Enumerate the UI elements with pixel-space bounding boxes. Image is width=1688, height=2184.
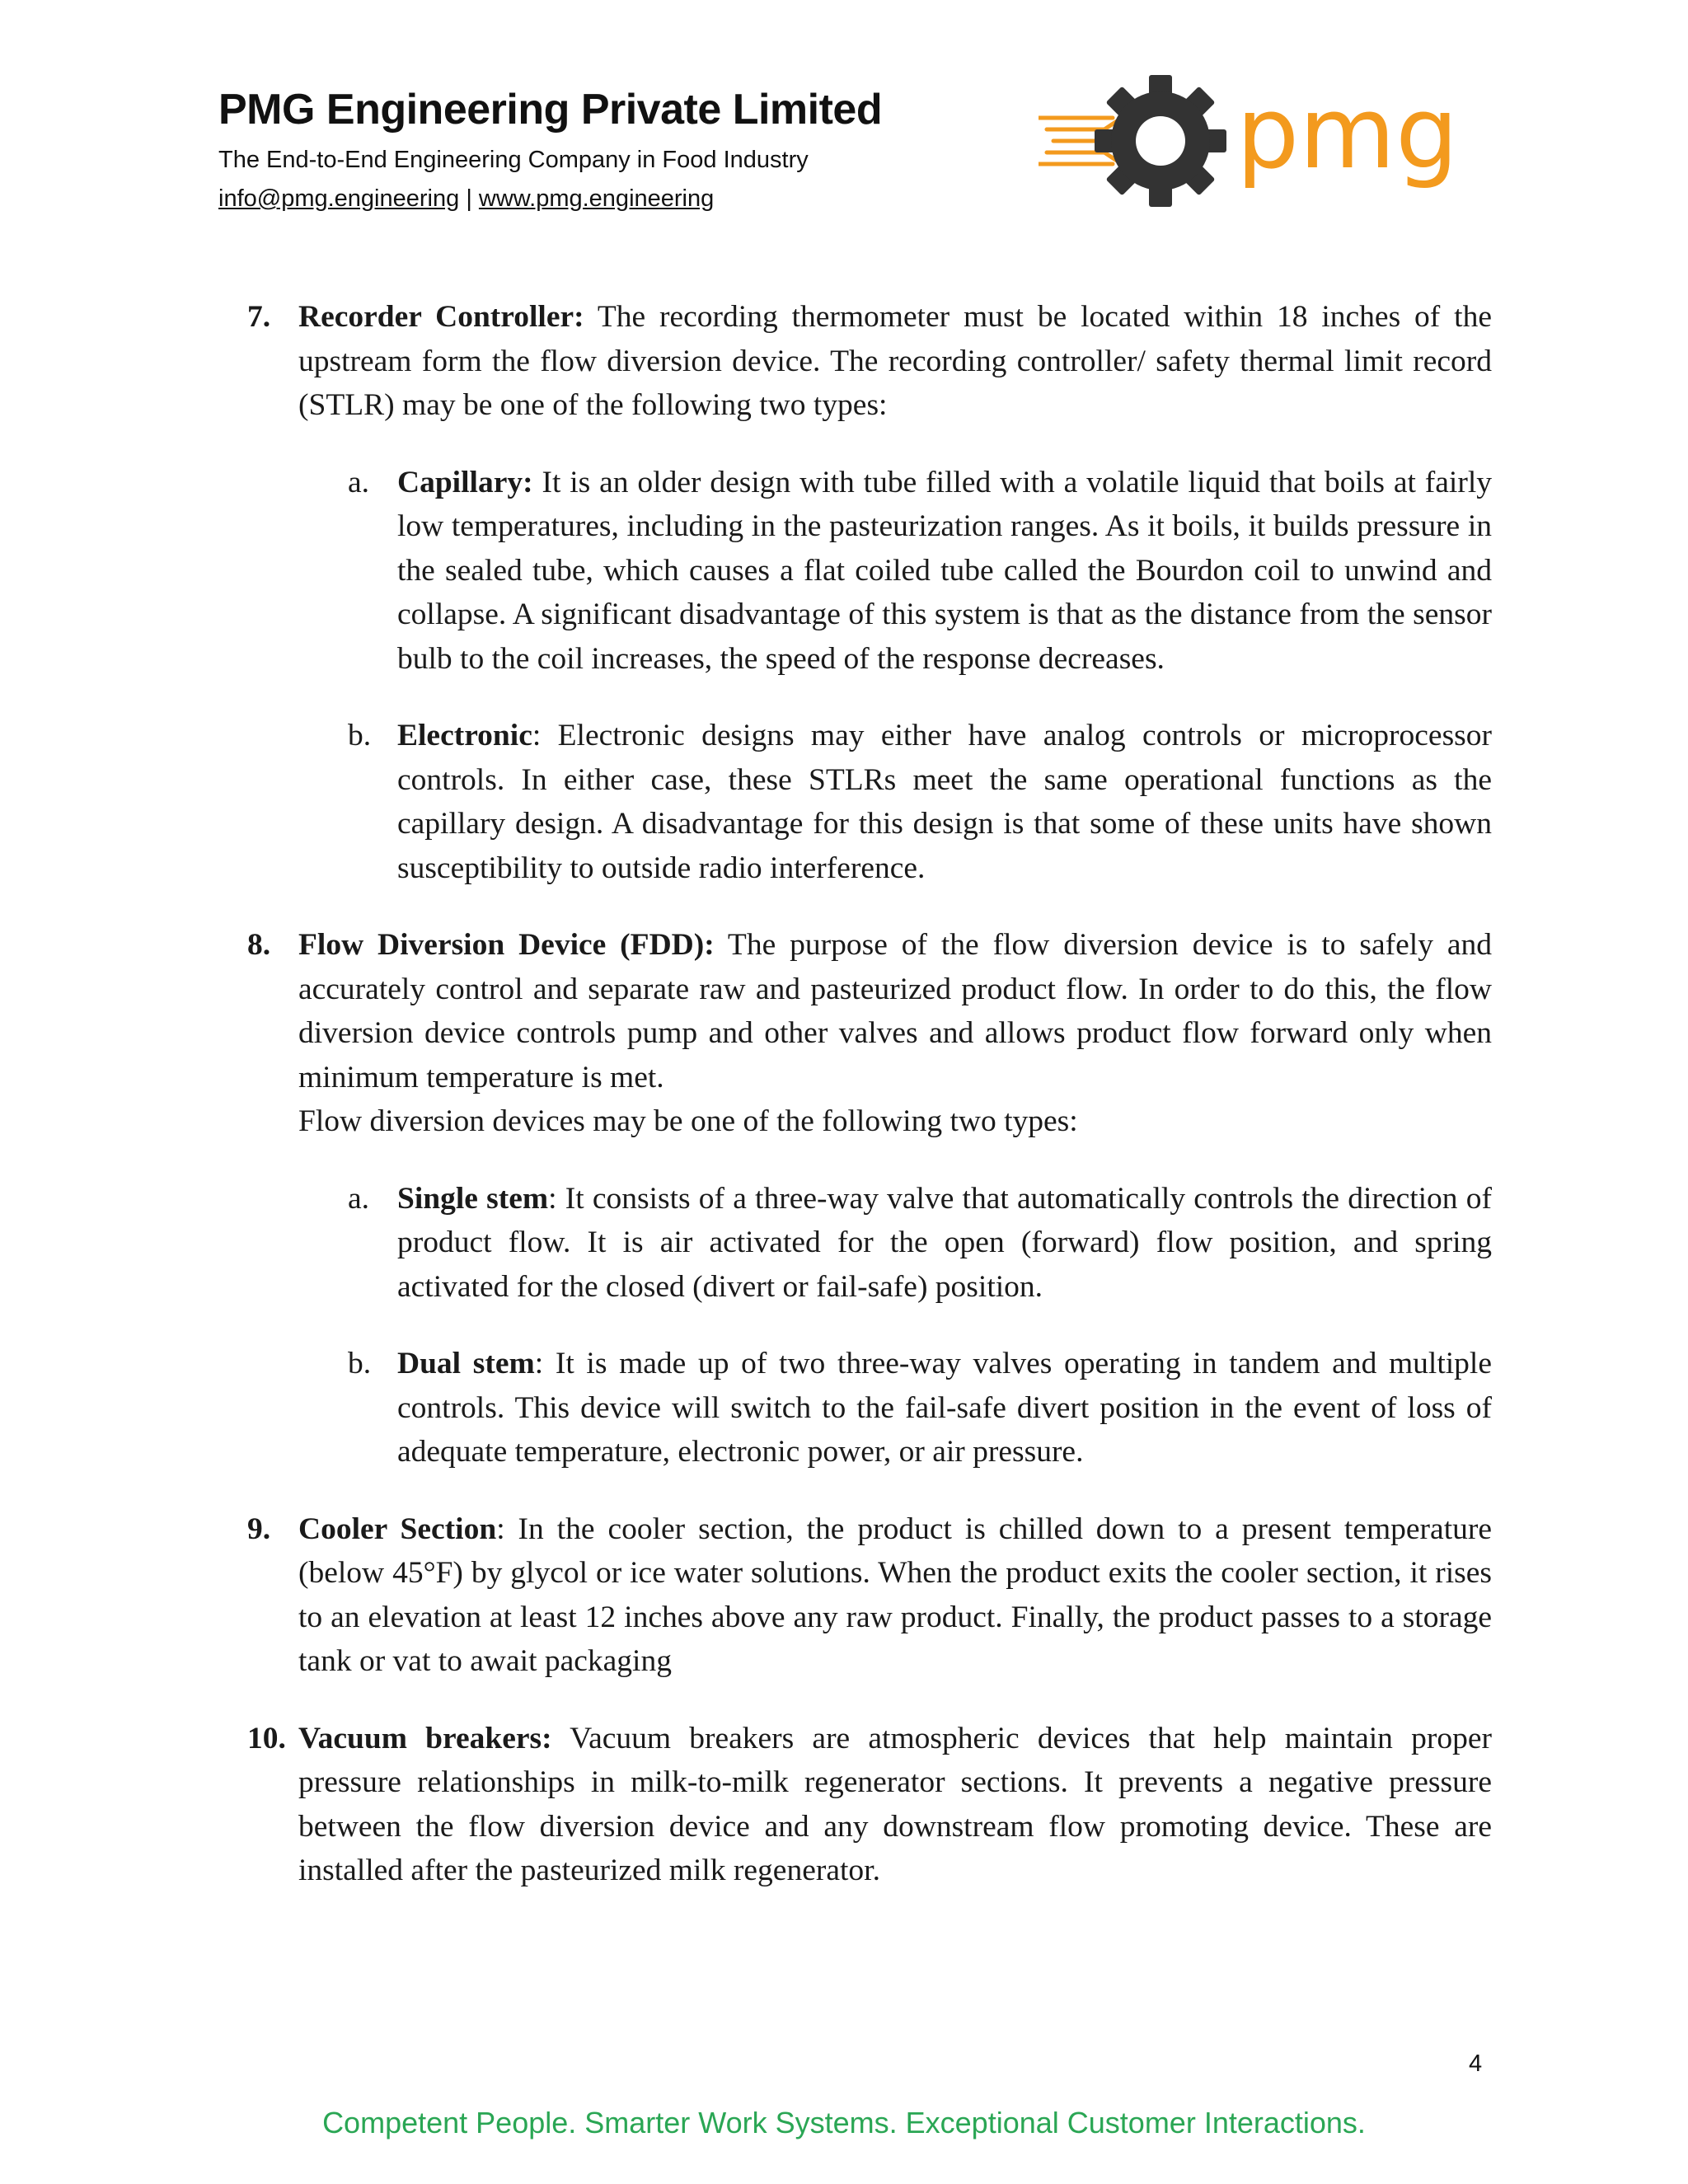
item-extra-paragraph: Flow diversion devices may be one of the following two types: xyxy=(298,1104,1078,1138)
item-text: The purpose of the flow diversion device is to safely and accurately control and separate raw and pasteurized product flow. In order to do this, the flow diversion device controls pump and other valves and allows product flow forward only when minimum temperature is met. xyxy=(298,928,1492,1094)
list-item-9 xyxy=(247,1507,1492,1684)
sub-item-letter: a. xyxy=(348,1181,370,1216)
sub-item-single-stem xyxy=(348,1177,1492,1310)
sub-item-paragraph xyxy=(397,461,1492,682)
sub-item-title: Dual stem xyxy=(397,1347,535,1380)
sub-item-dual-stem xyxy=(348,1342,1492,1474)
company-name: PMG Engineering Private Limited xyxy=(218,86,883,134)
item-title: Recorder Controller: xyxy=(298,300,584,334)
sub-item-electronic xyxy=(348,714,1492,890)
company-tagline: The End-to-End Engineering Company in Food Industry xyxy=(218,147,809,173)
website-link[interactable]: www.pmg.engineering xyxy=(478,185,715,212)
contact-separator: | xyxy=(466,185,472,212)
item-title: Cooler Section xyxy=(298,1511,497,1546)
item-number: 10. xyxy=(247,1721,286,1755)
logo-wordmark: pmg xyxy=(1236,77,1459,191)
item-text: Vacuum breakers are atmospheric devices that help maintain proper pressure relationships in milk-to-milk regenerator sections. It prevents a negative pressure between the flow diversion device and any downstream flow promoting device. These are installed after the pasteurized milk regenerator. xyxy=(298,1721,1492,1887)
list-item-8 xyxy=(247,923,1492,1474)
item-title: Flow Diversion Device (FDD): xyxy=(298,928,715,962)
sub-item-letter: a. xyxy=(348,465,370,499)
sub-item-text: : It is made up of two three-way valves operating in tandem and multiple controls. This device will switch to the fail-safe divert position in the event of loss of adequate temperature, electronic power, or air pressure. xyxy=(397,1347,1492,1469)
footer-slogan: Competent People. Smarter Work Systems. Exceptional Customer Interactions. xyxy=(322,2106,1366,2139)
item-paragraph xyxy=(298,923,1492,1099)
sub-item-text: It is an older design with tube filled with a volatile liquid that boils at fairly low temperatures, including in the pasteurization ranges. As it boils, it builds pressure in the sealed tube, which causes a flat coiled tube called the Bourdon coil to unwind and collapse. A significant disadvantage of this system is that as the distance from the sensor bulb to the coil increases, the speed of the response decreases. xyxy=(397,465,1492,676)
sub-item-letter: b. xyxy=(348,1347,372,1380)
contact-line xyxy=(218,185,714,213)
email-link[interactable]: info@pmg.engineering xyxy=(218,185,460,212)
sub-item-text: : Electronic designs may either have analog controls or microprocessor controls. In either case, these STLRs meet the same operational functions as the capillary design. A disadvantage for this design is that some of these units have shown susceptibility to outside radio interference. xyxy=(397,719,1492,885)
item-number: 9. xyxy=(247,1511,271,1546)
sub-item-title: Electronic xyxy=(397,719,532,752)
sub-item-title: Capillary: xyxy=(397,465,533,499)
item-number: 8. xyxy=(247,928,271,962)
item-title: Vacuum breakers: xyxy=(298,1721,552,1755)
sub-item-letter: b. xyxy=(348,719,372,752)
item-paragraph xyxy=(298,1507,1492,1684)
sub-item-text: : It consists of a three-way valve that automatically controls the direction of product flow. It is air activated for the open (forward) flow position, and spring activated for the closed (divert or fail-safe) position. xyxy=(397,1181,1492,1304)
page-number: 4 xyxy=(1469,2050,1483,2077)
item-number: 7. xyxy=(247,300,271,334)
document-body xyxy=(247,295,1492,1926)
list-item-7 xyxy=(247,295,1492,890)
sub-item-title: Single stem xyxy=(397,1181,549,1216)
sub-item-paragraph xyxy=(397,714,1492,890)
sub-item-capillary xyxy=(348,461,1492,682)
item-paragraph xyxy=(298,1717,1492,1893)
list-item-10 xyxy=(247,1717,1492,1893)
pmg-logo xyxy=(1039,70,1467,210)
item-text: The recording thermometer must be located within 18 inches of the upstream form the flow diversion device. The recording controller/ safety thermal limit record (STLR) may be one of the following two types: xyxy=(298,300,1492,422)
gear-icon xyxy=(1095,75,1226,207)
sub-item-paragraph xyxy=(397,1177,1492,1310)
item-paragraph xyxy=(298,295,1492,428)
item-text: : In the cooler section, the product is chilled down to a present temperature (below 45°F) by glycol or ice water solutions. When the product exits the cooler section, it rises to an elevation at least 12 inches above any raw product. Finally, the product passes to a storage tank or vat to await packaging xyxy=(298,1511,1492,1678)
sub-item-paragraph xyxy=(397,1342,1492,1474)
